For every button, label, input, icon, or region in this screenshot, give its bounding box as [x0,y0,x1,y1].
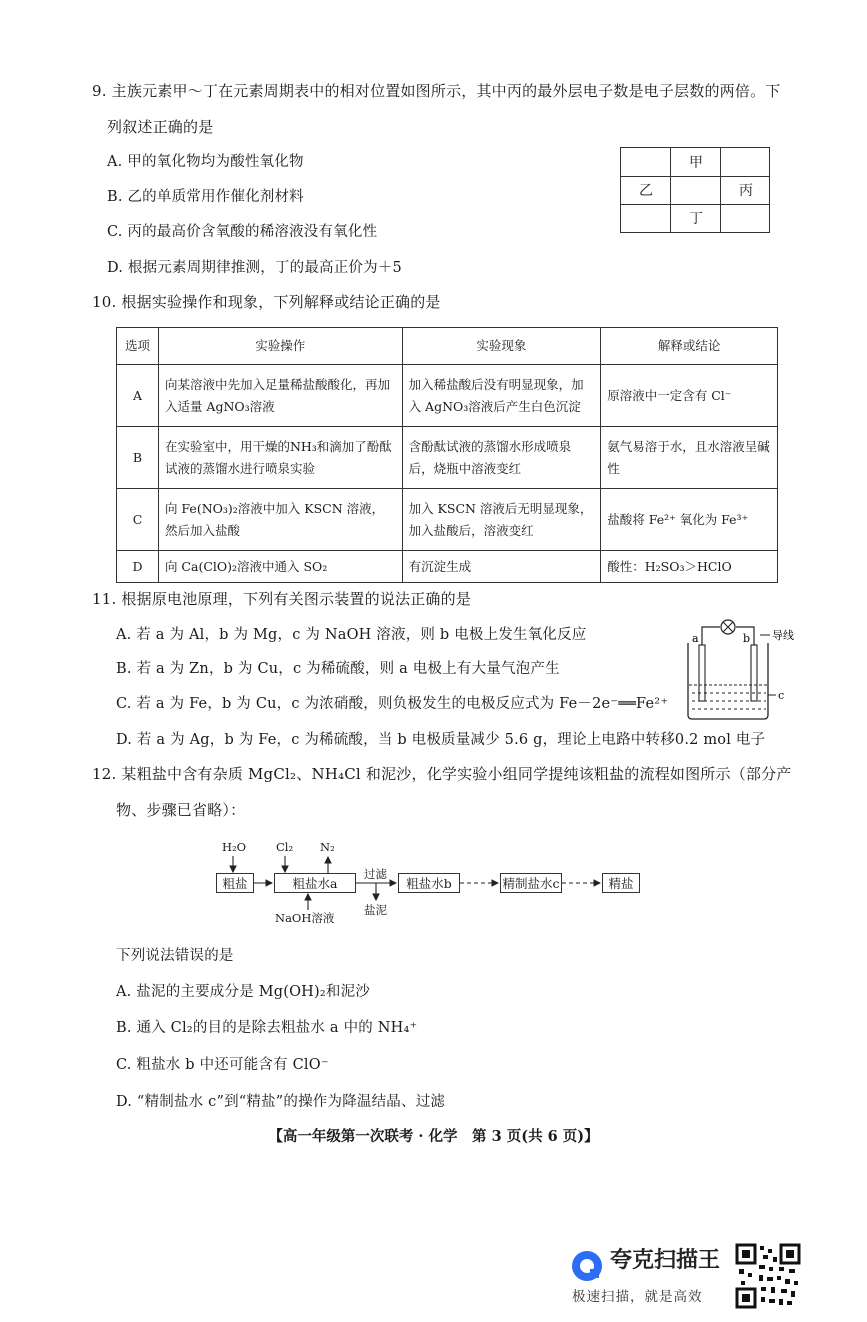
q9-option-c: C. 丙的最高价含氧酸的稀溶液没有氧化性 [107,224,378,240]
experiment-table [116,327,778,583]
header-conclusion: 解释或结论 [601,328,778,365]
flow-box-crude-salt: 粗盐 [216,873,254,893]
table-row [117,427,778,489]
grid-bing: 丙 [739,183,753,200]
q9-stem-line2: 列叙述正确的是 [107,118,214,136]
flow-label-n2: N₂ [320,840,335,854]
brand-name: 夸克扫描王 [610,1248,721,1273]
q9-option-a: A. 甲的氧化物均为酸性氧化物 [107,154,304,170]
brand-slogan: 极速扫描，就是高效 [572,1289,703,1305]
flow-label-mud: 盐泥 [364,903,387,917]
row-operation: 向 Ca(ClO)₂溶液中通入 SO₂ [158,551,402,583]
row-option: C [117,489,159,551]
grid-jia: 甲 [689,155,703,172]
q9-option-b: B. 乙的单质常用作催化剂材料 [107,189,304,205]
flow-label-naoh: NaOH溶液 [275,911,335,925]
q12-lead: 下列说法错误的是 [116,948,234,964]
q11-option-b: B. 若 a 为 Zn，b 为 Cu，c 为稀硫酸，则 a 电极上有大量气泡产生 [116,661,560,677]
q12-option-c: C. 粗盐水 b 中还可能含有 ClO⁻ [116,1057,329,1073]
row-operation: 向某溶液中先加入足量稀盐酸酸化，再加入适量 AgNO₃溶液 [158,365,402,427]
q9-stem-line1: 9. 主族元素甲～丁在元素周期表中的相对位置如图所示，其中丙的最外层电子数是电子层数的两倍。下 [92,82,781,100]
row-phenomenon: 加入 KSCN 溶液后无明显现象，加入盐酸后，溶液变红 [402,489,601,551]
label-a: a [692,632,699,645]
label-b: b [743,632,751,645]
page-footer: 【高一年级第一次联考 · 化学 第 3 页(共 6 页)】 [268,1128,599,1145]
row-conclusion: 酸性：H₂SO₃＞HClO [601,551,778,583]
q10-stem: 10. 根据实验操作和现象，下列解释或结论正确的是 [92,293,441,311]
table-header-row [117,328,778,365]
q11-option-a: A. 若 a 为 Al，b 为 Mg，c 为 NaOH 溶液，则 b 电极上发生氧化反应 [116,627,587,643]
row-phenomenon: 含酚酞试液的蒸馏水形成喷泉后，烧瓶中溶液变红 [402,427,601,489]
row-operation: 向 Fe(NO₃)₂溶液中加入 KSCN 溶液，然后加入盐酸 [158,489,402,551]
q12-option-b: B. 通入 Cl₂的目的是除去粗盐水 a 中的 NH₄⁺ [116,1020,418,1036]
grid-ding: 丁 [689,211,703,228]
q11-stem: 11. 根据原电池原理，下列有关图示装置的说法正确的是 [92,590,472,608]
label-wire: 导线 [772,629,794,642]
q11-option-c: C. 若 a 为 Fe，b 为 Cu，c 为浓硝酸，则负极发生的电极反应式为 Fe－2e⁻══Fe²⁺ [116,696,669,712]
flow-label-cl2: Cl₂ [276,840,294,854]
flow-box-refined-brine-c: 精制盐水c [500,873,562,893]
q12-stem-line1: 12. 某粗盐中含有杂质 MgCl₂、NH₄Cl 和泥沙，化学实验小组同学提纯该粗盐的流程如图所示（部分产 [92,765,792,783]
q12-option-a: A. 盐泥的主要成分是 Mg(OH)₂和泥沙 [116,984,370,1000]
flow-label-filter: 过滤 [364,867,387,881]
scanner-logo-icon [570,1249,604,1283]
flow-label-h2o: H₂O [222,840,247,854]
header-option: 选项 [117,328,159,365]
qr-code-icon [735,1243,801,1309]
galvanic-cell-figure [680,615,794,725]
row-operation: 在实验室中，用干燥的NH₃和滴加了酚酞试液的蒸馏水进行喷泉实验 [158,427,402,489]
row-conclusion: 氨气易溶于水，且水溶液呈碱性 [601,427,778,489]
flow-box-brine-a: 粗盐水a [274,873,356,893]
row-phenomenon: 加入稀盐酸后没有明显现象，加入 AgNO₃溶液后产生白色沉淀 [402,365,601,427]
table-row [117,489,778,551]
header-operation: 实验操作 [158,328,402,365]
row-conclusion: 原溶液中一定含有 Cl⁻ [601,365,778,427]
flow-box-brine-b: 粗盐水b [398,873,460,893]
q11-option-d: D. 若 a 为 Ag，b 为 Fe，c 为稀硫酸，当 b 电极质量减少 5.6 g，理论上电路中转移0.2 mol 电子 [116,732,766,748]
grid-yi: 乙 [639,183,653,200]
row-conclusion: 盐酸将 Fe²⁺ 氧化为 Fe³⁺ [601,489,778,551]
q9-option-d: D. 根据元素周期律推测，丁的最高正价为＋5 [107,260,402,276]
table-row [117,365,778,427]
table-row [117,551,778,583]
row-option: D [117,551,159,583]
q12-option-d: D. “精制盐水 c”到“精盐”的操作为降温结晶、过滤 [116,1094,446,1110]
row-option: B [117,427,159,489]
label-c: c [778,689,785,702]
q12-stem-line2: 物、步骤已省略）： [116,801,246,819]
header-phenomenon: 实验现象 [402,328,601,365]
row-phenomenon: 有沉淀生成 [402,551,601,583]
periodic-position-grid [620,147,770,233]
flow-box-refined-salt: 精盐 [602,873,640,893]
row-option: A [117,365,159,427]
